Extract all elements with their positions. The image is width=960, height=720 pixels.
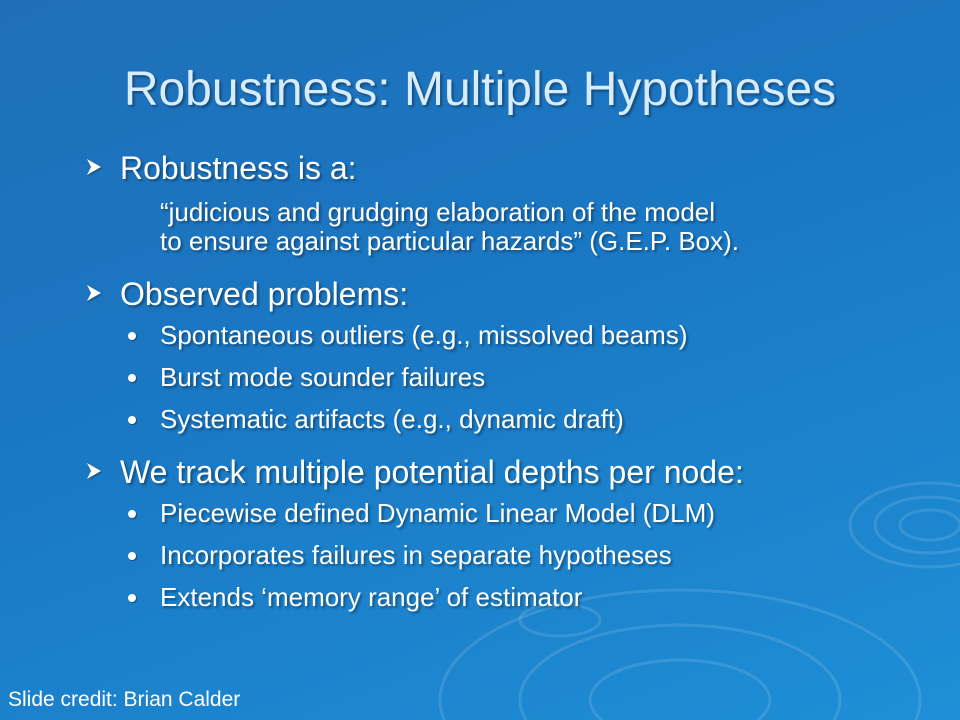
sub-bullet-text: Systematic artifacts (e.g., dynamic draft) [160, 404, 624, 434]
arrow-bullet-icon [84, 157, 104, 177]
bullet-text: Observed problems: [120, 276, 409, 312]
quote-line: to ensure against particular hazards” (G.E.P. Box). [160, 226, 740, 256]
sub-bullet-text: Incorporates failures in separate hypotheses [160, 540, 672, 570]
dot-bullet-icon [128, 416, 136, 424]
slide-content [84, 150, 944, 612]
dot-bullet-icon [128, 552, 136, 560]
sub-bullet-text: Extends ‘memory range’ of estimator [160, 582, 583, 612]
sub-bullet [84, 320, 944, 350]
dot-bullet-icon [128, 332, 136, 340]
bullet-robustness [84, 150, 944, 186]
dot-bullet-icon [128, 374, 136, 382]
sub-bullet-text: Piecewise defined Dynamic Linear Model (DLM) [160, 498, 715, 528]
slide-credit: Slide credit: Brian Calder [8, 688, 241, 711]
arrow-bullet-icon [84, 283, 104, 303]
sub-bullet [84, 582, 944, 612]
bullet-observed-problems [84, 276, 944, 312]
arrow-bullet-icon [84, 461, 104, 481]
bullet-multiple-depths [84, 454, 944, 490]
bullet-text: Robustness is a: [120, 150, 357, 186]
sub-bullet-text: Burst mode sounder failures [160, 362, 486, 392]
sub-bullet-text: Spontaneous outliers (e.g., missolved beams) [160, 320, 688, 350]
sub-bullet [84, 404, 944, 434]
box-quote [84, 198, 944, 256]
bullet-text: We track multiple potential depths per node: [120, 454, 744, 490]
sub-bullet [84, 498, 944, 528]
slide-title: Robustness: Multiple Hypotheses [123, 63, 837, 116]
dot-bullet-icon [128, 594, 136, 602]
dot-bullet-icon [128, 510, 136, 518]
quote-line: “judicious and grudging elaboration of the model [160, 197, 716, 227]
sub-bullet [84, 540, 944, 570]
sub-bullet [84, 362, 944, 392]
